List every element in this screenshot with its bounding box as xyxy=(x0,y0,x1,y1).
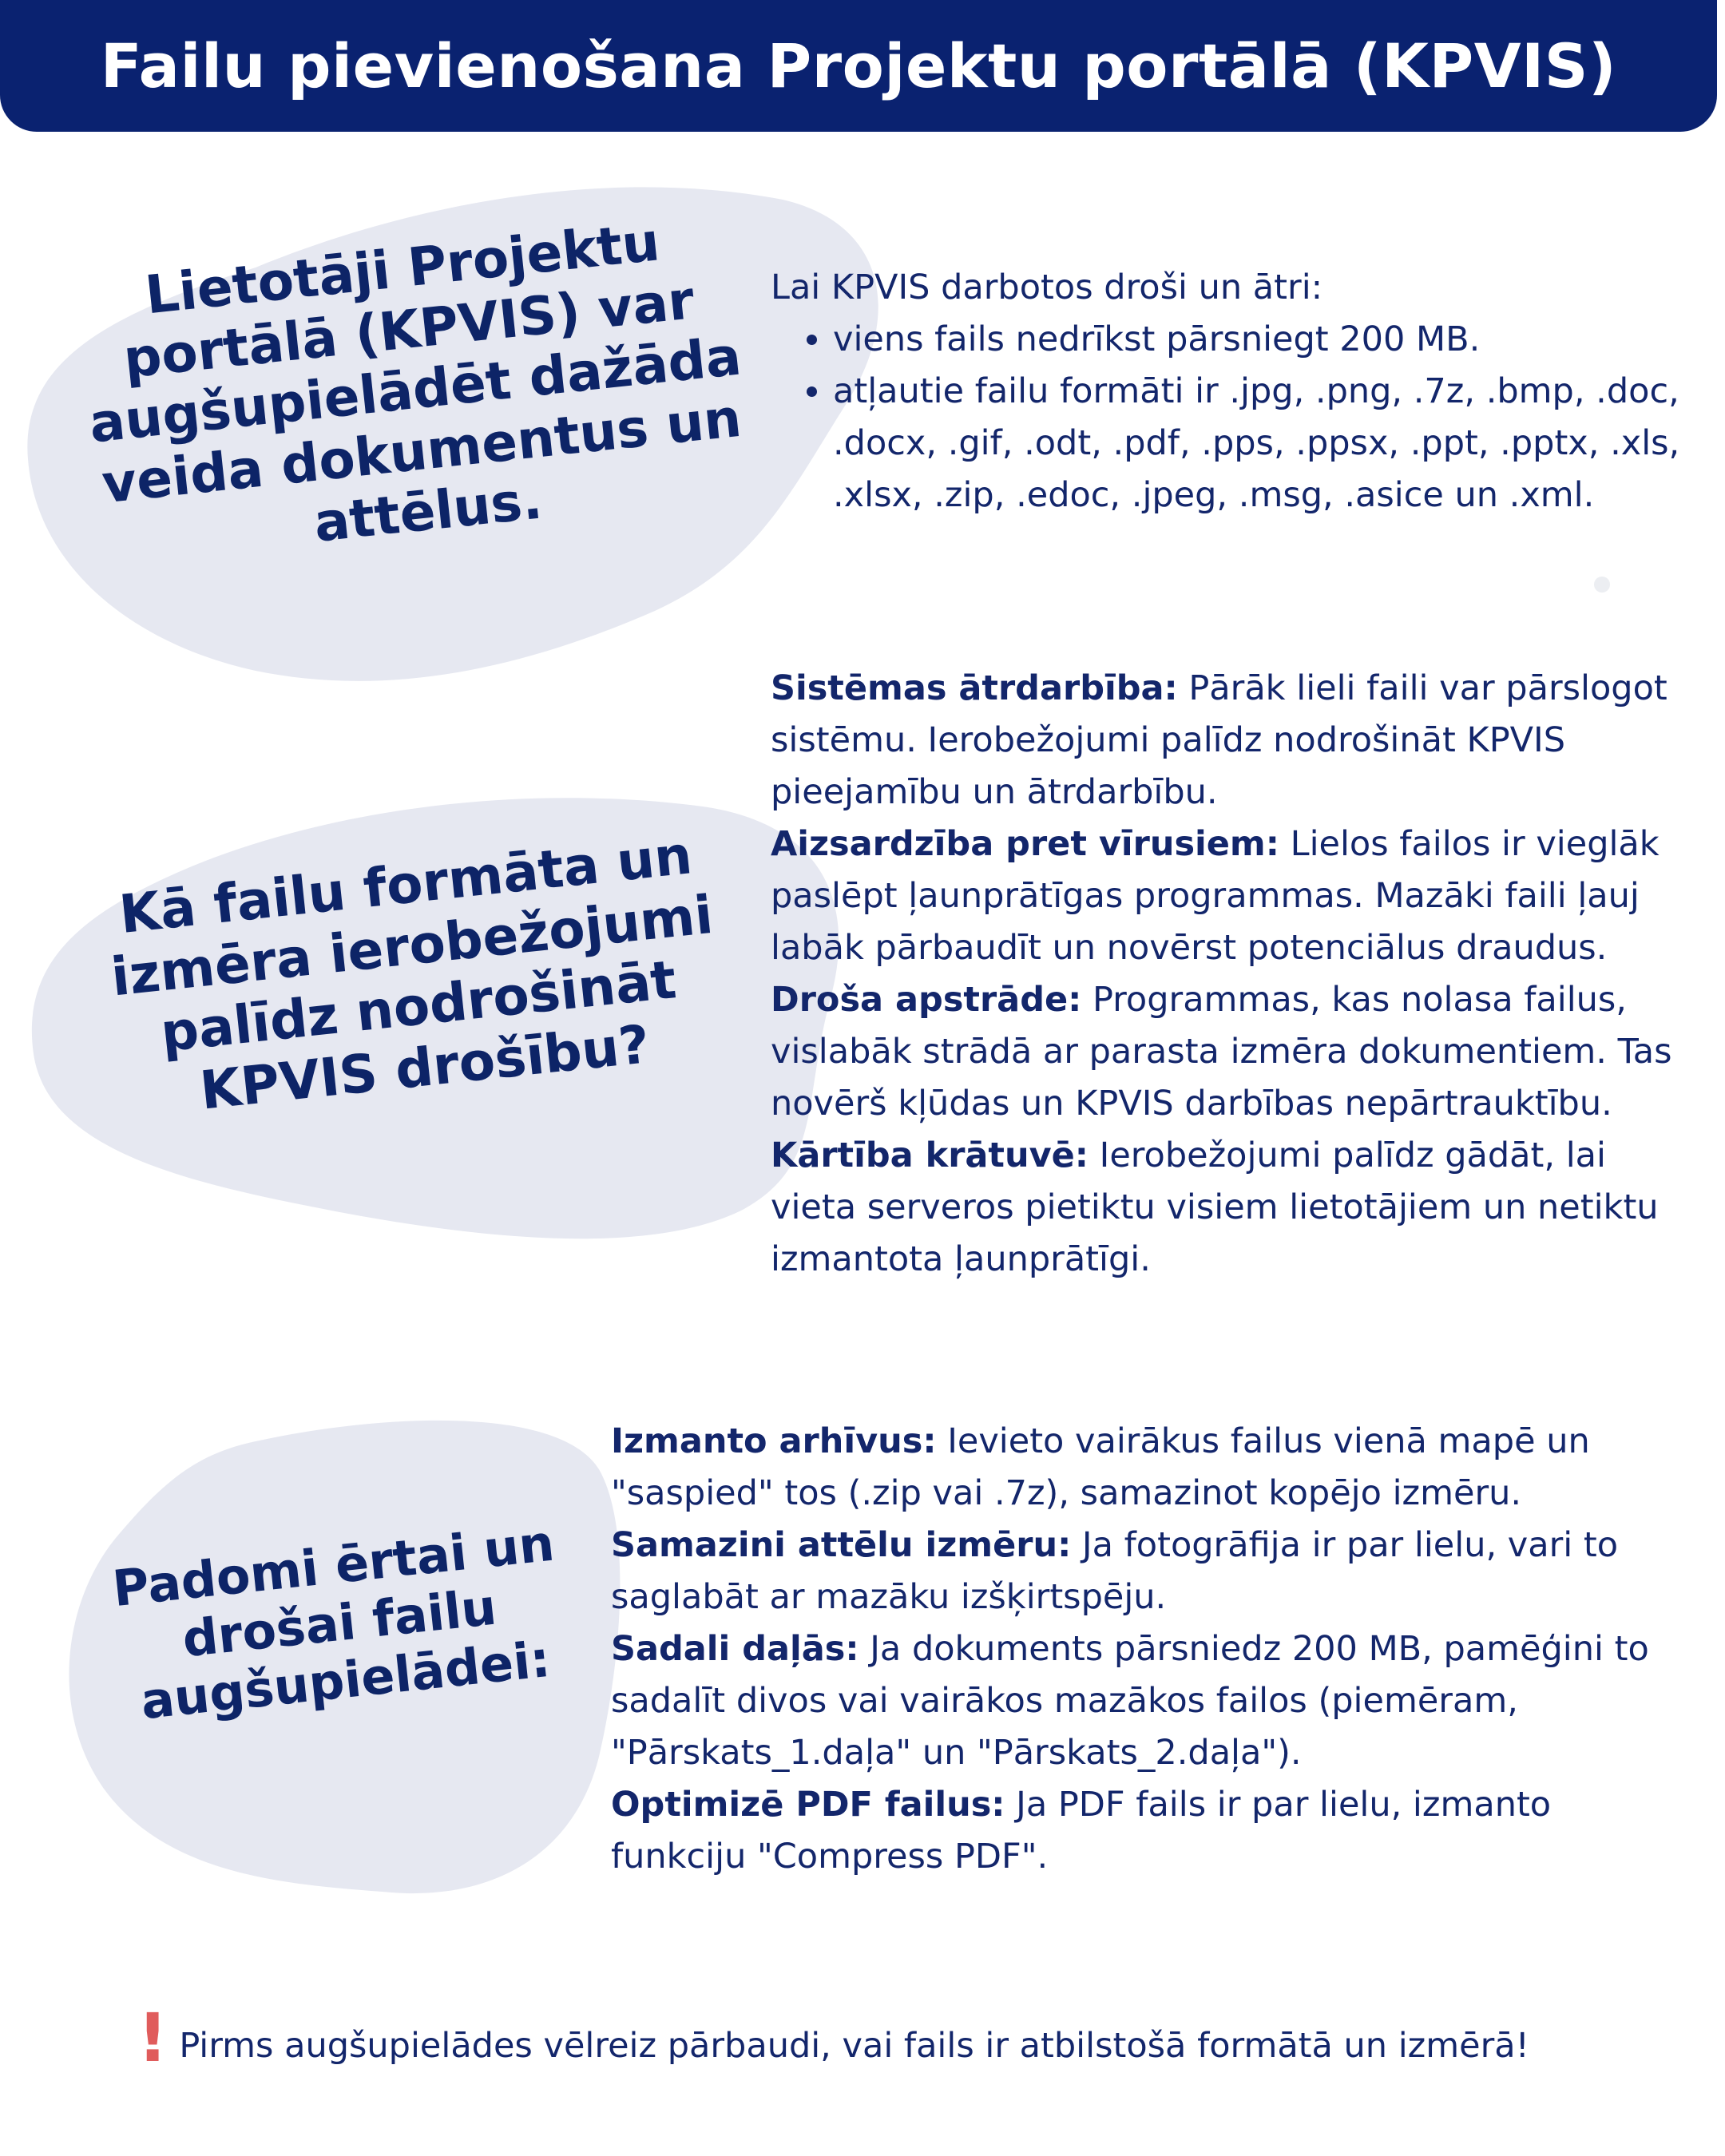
item-text: Ierobežojumi palīdz gādāt, lai vieta serveros pietiktu visiem lietotājiem un netiktu izmantota ļaunprātīgi. xyxy=(771,1135,1659,1279)
list-item: • atļautie failu formāti ir .jpg, .png, .7z, .bmp, .doc, .docx, .gif, .odt, .pdf, .pps, .ppsx, .ppt, .pptx, .xls, .xlsx, .zip, .edoc, .jpeg, .msg, .asice un .xml. xyxy=(833,366,1697,521)
item-text: Lielos failos ir vieglāk paslēpt ļaunprātīgas programmas. Mazāki faili ļauj labāk pārbaudīt un novērst potenciālus draudus. xyxy=(771,824,1660,968)
section3-item xyxy=(611,1779,1681,1883)
item-text: Pārāk lieli faili var pārslogot sistēmu. Ierobežojumi palīdz nodrošināt KPVIS pieejamību un ātrdarbību. xyxy=(771,668,1668,812)
section1-title: Lietotāji Projektu portālā (KPVIS) var augšupielādēt dažāda veida dokumentus un attēlus. xyxy=(86,211,744,555)
section2-item xyxy=(771,818,1689,974)
item-label: Izmanto arhīvus: xyxy=(611,1421,937,1461)
item-text: Programmas, kas nolasa failus, vislabāk strādā ar parasta izmēra dokumentiem. Tas novērš kļūdas un KPVIS darbības nepārtrauktību. xyxy=(771,980,1672,1124)
item-label: Optimizē PDF failus: xyxy=(611,1785,1005,1825)
list-item: • viens fails nedrīkst pārsniegt 200 MB. xyxy=(833,314,1697,366)
item-text: Ievieto vairākus failus vienā mapē un "saspied" tos (.zip vai .7z), samazinot kopējo izmēru. xyxy=(611,1421,1590,1513)
section1-intro: Lai KPVIS darbotos droši un ātri: xyxy=(771,268,1323,307)
footer-text: Pirms augšupielādes vēlreiz pārbaudi, vai fails ir atbilstošā formātā un izmērā! xyxy=(179,2026,1529,2066)
item-label: Kārtība krātuvē: xyxy=(771,1135,1089,1175)
section1-body xyxy=(771,262,1697,521)
section2-item xyxy=(771,974,1689,1130)
page-title: Failu pievienošana Projektu portālā (KPVIS) xyxy=(100,30,1617,101)
section2-item xyxy=(771,663,1689,818)
exclamation-icon: ! xyxy=(137,1999,169,2077)
section3-item xyxy=(611,1623,1681,1779)
decorative-dot xyxy=(1594,577,1610,593)
item-label: Droša apstrāde: xyxy=(771,980,1082,1020)
item-label: Aizsardzība pret vīrusiem: xyxy=(771,824,1279,864)
section3-item xyxy=(611,1520,1681,1623)
section1-bullet-list xyxy=(771,314,1697,521)
item-label: Sadali daļās: xyxy=(611,1629,859,1669)
item-text: Ja dokuments pārsniedz 200 MB, pamēģini to sadalīt divos vai vairākos mazākos failos (piemēram, "Pārskats_1.daļa" un "Pārskats_2.daļa"). xyxy=(611,1629,1649,1773)
section2-body xyxy=(771,663,1689,1286)
section2-item xyxy=(771,1130,1689,1286)
section3-body xyxy=(611,1416,1681,1883)
item-label: Sistēmas ātrdarbība: xyxy=(771,668,1178,708)
item-label: Samazini attēlu izmēru: xyxy=(611,1525,1072,1565)
section3-title: Padomi ērtai un drošai failu augšupielādei: xyxy=(109,1513,557,1731)
section2-title: Kā failu formāta un izmēra ierobežojumi palīdz nodrošināt KPVIS drošību? xyxy=(108,824,716,1122)
item-text: Ja PDF fails ir par lielu, izmanto funkciju "Compress PDF". xyxy=(611,1785,1552,1877)
header-banner xyxy=(0,0,1717,132)
section3-item xyxy=(611,1416,1681,1520)
footer-note xyxy=(137,1999,1529,2077)
item-text: Ja fotogrāfija ir par lielu, vari to saglabāt ar mazāku izšķirtspēju. xyxy=(611,1525,1619,1617)
